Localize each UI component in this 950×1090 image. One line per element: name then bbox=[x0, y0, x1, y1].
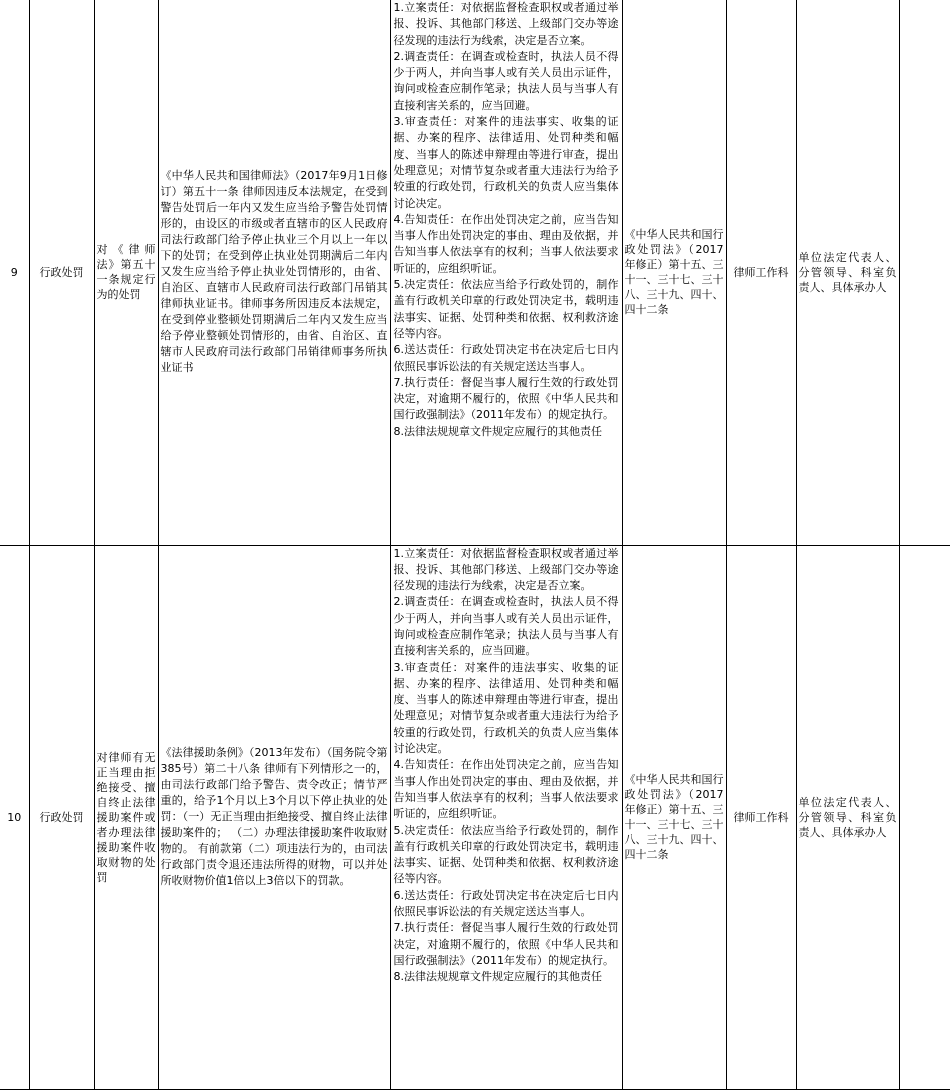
power-item-name: 对《律师法》第五十一条规定行为的处罚 bbox=[94, 0, 158, 545]
responsible-department: 律师工作科 bbox=[726, 0, 796, 545]
duty-item: 4.告知责任：在作出处罚决定之前，应当告知当事人作出处罚决定的事由、理由及依据，并告知当事人依法享有的权利；当事人依法要求听证的，应组织听证。 bbox=[393, 212, 619, 275]
duty-item: 8.法律法规规章文件规定应履行的其他责任 bbox=[393, 970, 602, 984]
duty-item: 5.决定责任：依法应当给予行政处罚的，制作盖有行政机关印章的行政处罚决定书，载明违法事实、证据、处罚种类和依据、权利救济途径等内容。 bbox=[393, 823, 619, 886]
legal-basis: 《中华人民共和国律师法》（2017年9月1日修订）第五十一条 律师因违反本法规定，在受到警告处罚后一年内又发生应当给予警告处罚情形的，由设区的市级或者直辖市的区人民政府司法行政部门给予停止执业三个月以上一年以下的处罚；在受到停止执业处罚期满后二年内又发生应当给予停止执业处罚情形的，由省、自治区、直辖市人民政府司法行政部门吊销其律师执业证书。律师事务所因违反本法规定，在受到停业整顿处罚期满后二年内又发生应当给予停业整顿处罚情形的，由省、自治区、直辖市人民政府司法行政部门吊销律师事务所执业证书 bbox=[158, 0, 390, 545]
duty-item: 6.送达责任：行政处罚决定书在决定后七日内依照民事诉讼法的有关规定送达当事人。 bbox=[393, 888, 619, 919]
duty-item: 1.立案责任：对依据监督检查职权或者通过举报、投诉、其他部门移送、上级部门交办等途径发现的违法行为线索，决定是否立案。 bbox=[393, 546, 619, 593]
responsible-subject: 单位法定代表人、分管领导、科室负责人、具体承办人 bbox=[796, 545, 899, 1089]
duty-item: 3.审查责任：对案件的违法事实、收集的证据、办案的程序、法律适用、处罚种类和幅度、当事人的陈述申辩理由等进行审查，提出处理意见；对情节复杂或者重大违法行为给予较重的行政处罚，行政机关的负责人应当集体讨论决定。 bbox=[393, 660, 619, 756]
duty-legal-basis: 《中华人民共和国行政处罚法》（2017年修正）第十五、三十一、三十七、三十八、三十九、四十、四十二条 bbox=[622, 545, 726, 1089]
duty-legal-basis: 《中华人民共和国行政处罚法》（2017年修正）第十五、三十一、三十七、三十八、三十九、四十、四十二条 bbox=[622, 0, 726, 545]
duty-item: 7.执行责任：督促当事人履行生效的行政处罚决定，对逾期不履行的，依照《中华人民共和国行政强制法》（2011年发布）的规定执行。 bbox=[393, 375, 619, 422]
power-category: 行政处罚 bbox=[29, 545, 94, 1089]
duty-item: 7.执行责任：督促当事人履行生效的行政处罚决定，对逾期不履行的，依照《中华人民共和国行政强制法》（2011年发布）的规定执行。 bbox=[393, 921, 619, 967]
remark-cell bbox=[899, 0, 950, 545]
duty-item: 2.调查责任：在调查或检查时，执法人员不得少于两人，并向当事人或有关人员出示证件，询问或检查应制作笔录；执法人员与当事人有直接利害关系的，应当回避。 bbox=[393, 49, 619, 112]
duty-item: 6.送达责任：行政处罚决定书在决定后七日内依照民事诉讼法的有关规定送达当事人。 bbox=[393, 343, 619, 373]
responsible-subject: 单位法定代表人、分管领导、科室负责人、具体承办人 bbox=[796, 0, 899, 545]
duty-list bbox=[390, 545, 622, 1089]
duty-item: 8.法律法规规章文件规定应履行的其他责任 bbox=[393, 424, 602, 438]
duty-item: 2.调查责任：在调查或检查时，执法人员不得少于两人，并向当事人或有关人员出示证件，询问或检查应制作笔录；执法人员与当事人有直接利害关系的，应当回避。 bbox=[393, 595, 619, 658]
table-row bbox=[0, 545, 950, 1089]
row-number: 9 bbox=[0, 0, 29, 545]
duty-item: 3.审查责任：对案件的违法事实、收集的证据、办案的程序、法律适用、处罚种类和幅度、当事人的陈述申辩理由等进行审查，提出处理意见；对情节复杂或者重大违法行为给予较重的行政处罚，行政机关的负责人应当集体讨论决定。 bbox=[393, 115, 619, 210]
row-number: 10 bbox=[0, 545, 29, 1089]
power-category: 行政处罚 bbox=[29, 0, 94, 545]
remark-cell bbox=[899, 545, 950, 1089]
duty-item: 1.立案责任：对依据监督检查职权或者通过举报、投诉、其他部门移送、上级部门交办等途径发现的违法行为线索，决定是否立案。 bbox=[393, 1, 619, 47]
duty-item: 4.告知责任：在作出处罚决定之前，应当告知当事人作出处罚决定的事由、理由及依据，并告知当事人依法享有的权利；当事人依法要求听证的，应组织听证。 bbox=[393, 758, 619, 821]
responsible-department: 律师工作科 bbox=[726, 545, 796, 1089]
legal-basis: 《法律援助条例》（2013年发布）（国务院令第385号）第二十八条 律师有下列情形之一的，由司法行政部门给予警告、责令改正；情节严重的，给予1个月以上3个月以下停止执业的处罚：（一）无正当理由拒绝接受、擅自终止法律援助案件的； （二）办理法律援助案件收取财物的。 有前款第（二）项违法行为的，由司法行政部门责令退还违法所得的财物，可以并处所收财物价值1倍以上3倍以下的罚款。 bbox=[158, 545, 390, 1089]
power-item-name: 对律师有无正当理由拒绝接受、擅自终止法律援助案件或者办理法律援助案件收取财物的处罚 bbox=[94, 545, 158, 1089]
duty-item: 5.决定责任：依法应当给予行政处罚的，制作盖有行政机关印章的行政处罚决定书，载明违法事实、证据、处罚种类和依据、权利救济途径等内容。 bbox=[393, 278, 619, 340]
duty-list bbox=[390, 0, 622, 545]
